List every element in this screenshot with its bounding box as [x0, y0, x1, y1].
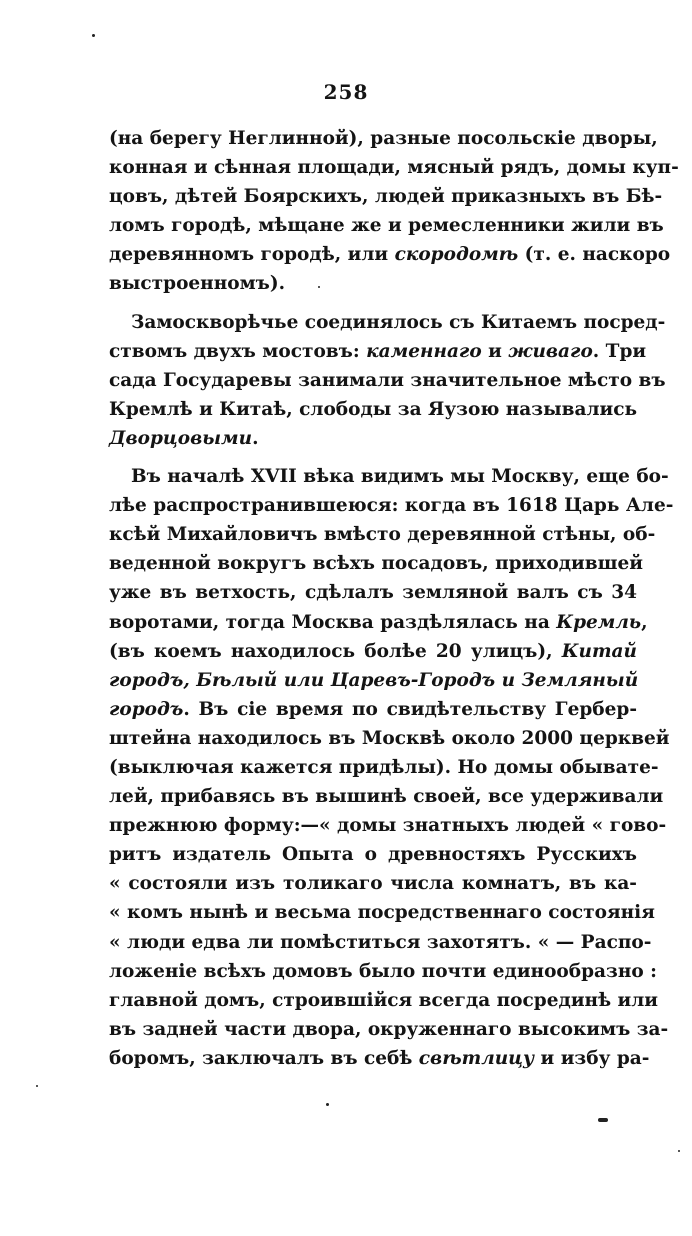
text-line — [109, 240, 671, 269]
text-segment: (выключая кажется придѣлы). Но домы обывате- — [109, 756, 659, 778]
text-segment: въ задней части двора, окруженнаго высокимъ за- — [109, 1018, 669, 1040]
page-number: 258 — [323, 80, 369, 104]
text-line — [109, 366, 666, 395]
text-segment: Замоскворѣчье соединялось съ Китаемъ посред- — [131, 311, 666, 333]
text-line — [109, 549, 643, 578]
text-segment: прежнюю форму:—« домы знатныхъ людей « гово- — [109, 815, 667, 837]
text-line — [109, 898, 655, 927]
text-line — [109, 986, 659, 1015]
text-line — [109, 928, 652, 957]
italic-text: каменнаго — [366, 340, 482, 362]
italic-text: Дворцовыми — [109, 427, 253, 449]
text-segment: « люди едва ли помѣститься захотятъ. « — Распо- — [109, 931, 652, 953]
text-line — [109, 666, 637, 695]
text-segment: сада Государевы занимали значительное мѣсто въ — [109, 369, 666, 391]
text-line — [109, 608, 648, 637]
text-segment: (въ коемъ находилось болѣе 20 улицъ), — [109, 640, 562, 662]
text-line — [109, 578, 637, 607]
text-segment: Въ началѣ XVII вѣка видимъ мы Москву, еще бо- — [131, 466, 669, 488]
text-line — [109, 1044, 650, 1073]
text-segment: боромъ, заключалъ въ себѣ — [109, 1047, 419, 1069]
text-segment: уже въ ветхость, сдѣлалъ земляной валъ съ 34 — [109, 582, 637, 604]
text-segment: деревянномъ городѣ, или — [109, 244, 395, 266]
italic-text: скородомѣ — [394, 244, 519, 266]
italic-text: Китай — [561, 640, 637, 662]
text-line — [109, 491, 674, 520]
text-segment: главной домъ, строившійся всегда посрединѣ или — [109, 989, 659, 1011]
text-line — [109, 337, 647, 366]
text-line — [109, 753, 659, 782]
text-line — [109, 124, 658, 153]
text-line — [109, 395, 637, 424]
text-segment: (на берегу Неглинной), разные посольскіе дворы, — [109, 128, 658, 149]
scan-speck — [92, 34, 95, 37]
text-line — [109, 840, 637, 869]
text-segment: выстроенномъ). — [109, 273, 286, 295]
italic-text: Кремль — [556, 611, 642, 633]
text-segment: конная и сѣнная площади, мясный рядъ, домы куп- — [109, 157, 679, 179]
text-segment: и — [481, 340, 509, 362]
text-line — [109, 308, 666, 337]
scan-speck — [678, 1150, 680, 1152]
text-line — [109, 724, 670, 753]
paragraph-gap — [109, 453, 637, 462]
text-line — [109, 269, 637, 298]
text-line — [109, 153, 679, 182]
scan-speck — [36, 1085, 38, 1087]
text-segment: штейна находилось въ Москвѣ около 2000 церквей — [109, 727, 670, 749]
scan-speck — [326, 1103, 329, 1106]
text-segment: . — [252, 427, 259, 449]
text-line — [109, 211, 664, 240]
text-segment: Кремлѣ и Китаѣ, слободы за Яузою назывались — [109, 398, 638, 420]
text-segment: « комъ нынѣ и весьма посредственнаго состоянія — [109, 902, 655, 924]
text-line — [109, 424, 637, 453]
text-segment: . Въ сіе время по свидѣтельству Гербер- — [183, 698, 637, 720]
text-line — [109, 1015, 669, 1044]
text-segment: и избу ра- — [534, 1047, 650, 1069]
text-line — [109, 520, 656, 549]
text-line — [109, 695, 637, 724]
text-segment: ложеніе всѣхъ домовъ было почти единообразно : — [109, 960, 657, 982]
text-segment: « состояли изъ толикаго числа комнатъ, въ ка- — [109, 873, 637, 895]
text-segment: ломъ городѣ, мѣщане же и ремесленники жили въ — [109, 215, 664, 237]
text-segment: лей, прибавясь въ вышинѣ своей, все удерживали — [109, 786, 664, 808]
scan-speck — [598, 1118, 608, 1122]
text-segment: ксѣй Михайловичъ вмѣсто деревянной стѣны, об- — [109, 524, 656, 546]
text-segment: цовъ, дѣтей Боярскихъ, людей приказныхъ въ Бѣ- — [109, 186, 663, 208]
text-line — [109, 637, 637, 666]
text-segment: веденной вокругъ всѣхъ посадовъ, приходившей — [109, 553, 643, 575]
text-segment: . Три — [592, 340, 647, 362]
text-line — [109, 462, 669, 491]
text-segment: ствомъ двухъ мостовъ: — [109, 340, 367, 362]
text-segment: лѣе распространившеюся: когда въ 1618 Царь Але- — [109, 495, 674, 517]
text-segment: ритъ издатель Опыта о древностяхъ Русскихъ — [109, 844, 637, 866]
body-text — [109, 124, 679, 1073]
italic-text: свѣтлицу — [418, 1047, 535, 1069]
text-line — [109, 182, 663, 211]
text-segment: , — [641, 611, 648, 633]
italic-text: городъ, Бѣлый или Царевъ-Городъ и Земляный — [109, 669, 639, 691]
italic-text: городъ — [109, 698, 184, 720]
paragraph-gap — [109, 299, 637, 308]
text-segment: (т. е. наскоро — [518, 244, 671, 266]
text-segment: воротами, тогда Москва раздѣлялась на — [109, 611, 557, 633]
italic-text: живаго — [508, 340, 593, 362]
text-line — [109, 957, 657, 986]
text-line — [109, 782, 664, 811]
text-line — [109, 869, 637, 898]
text-line — [109, 811, 667, 840]
scan-speck — [318, 286, 320, 288]
